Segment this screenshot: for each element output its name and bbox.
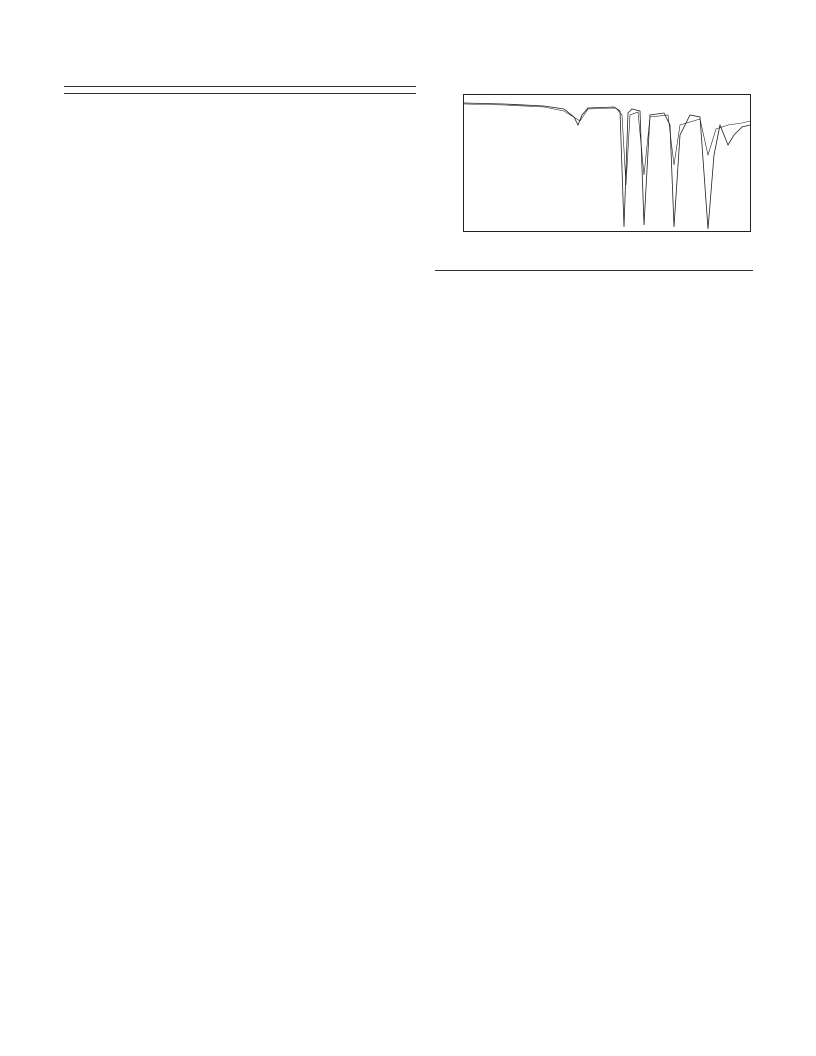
x-axis-ticks — [463, 234, 751, 244]
wavenumber-axis — [463, 82, 751, 92]
spectrum-plot — [464, 95, 750, 231]
mass-spectrum-table — [64, 80, 416, 87]
y-axis-ticks — [443, 94, 461, 232]
ir-spectrum-figure — [435, 82, 753, 260]
spectrum-trace-low-pressure — [464, 104, 750, 185]
spectrum-trace-high-pressure — [464, 103, 750, 229]
footnote-references — [435, 270, 753, 275]
page-header — [64, 42, 752, 64]
footnote-references — [64, 93, 416, 98]
plot-area — [463, 94, 751, 232]
right-column — [435, 78, 753, 275]
left-column — [64, 78, 416, 98]
divider — [64, 86, 416, 87]
